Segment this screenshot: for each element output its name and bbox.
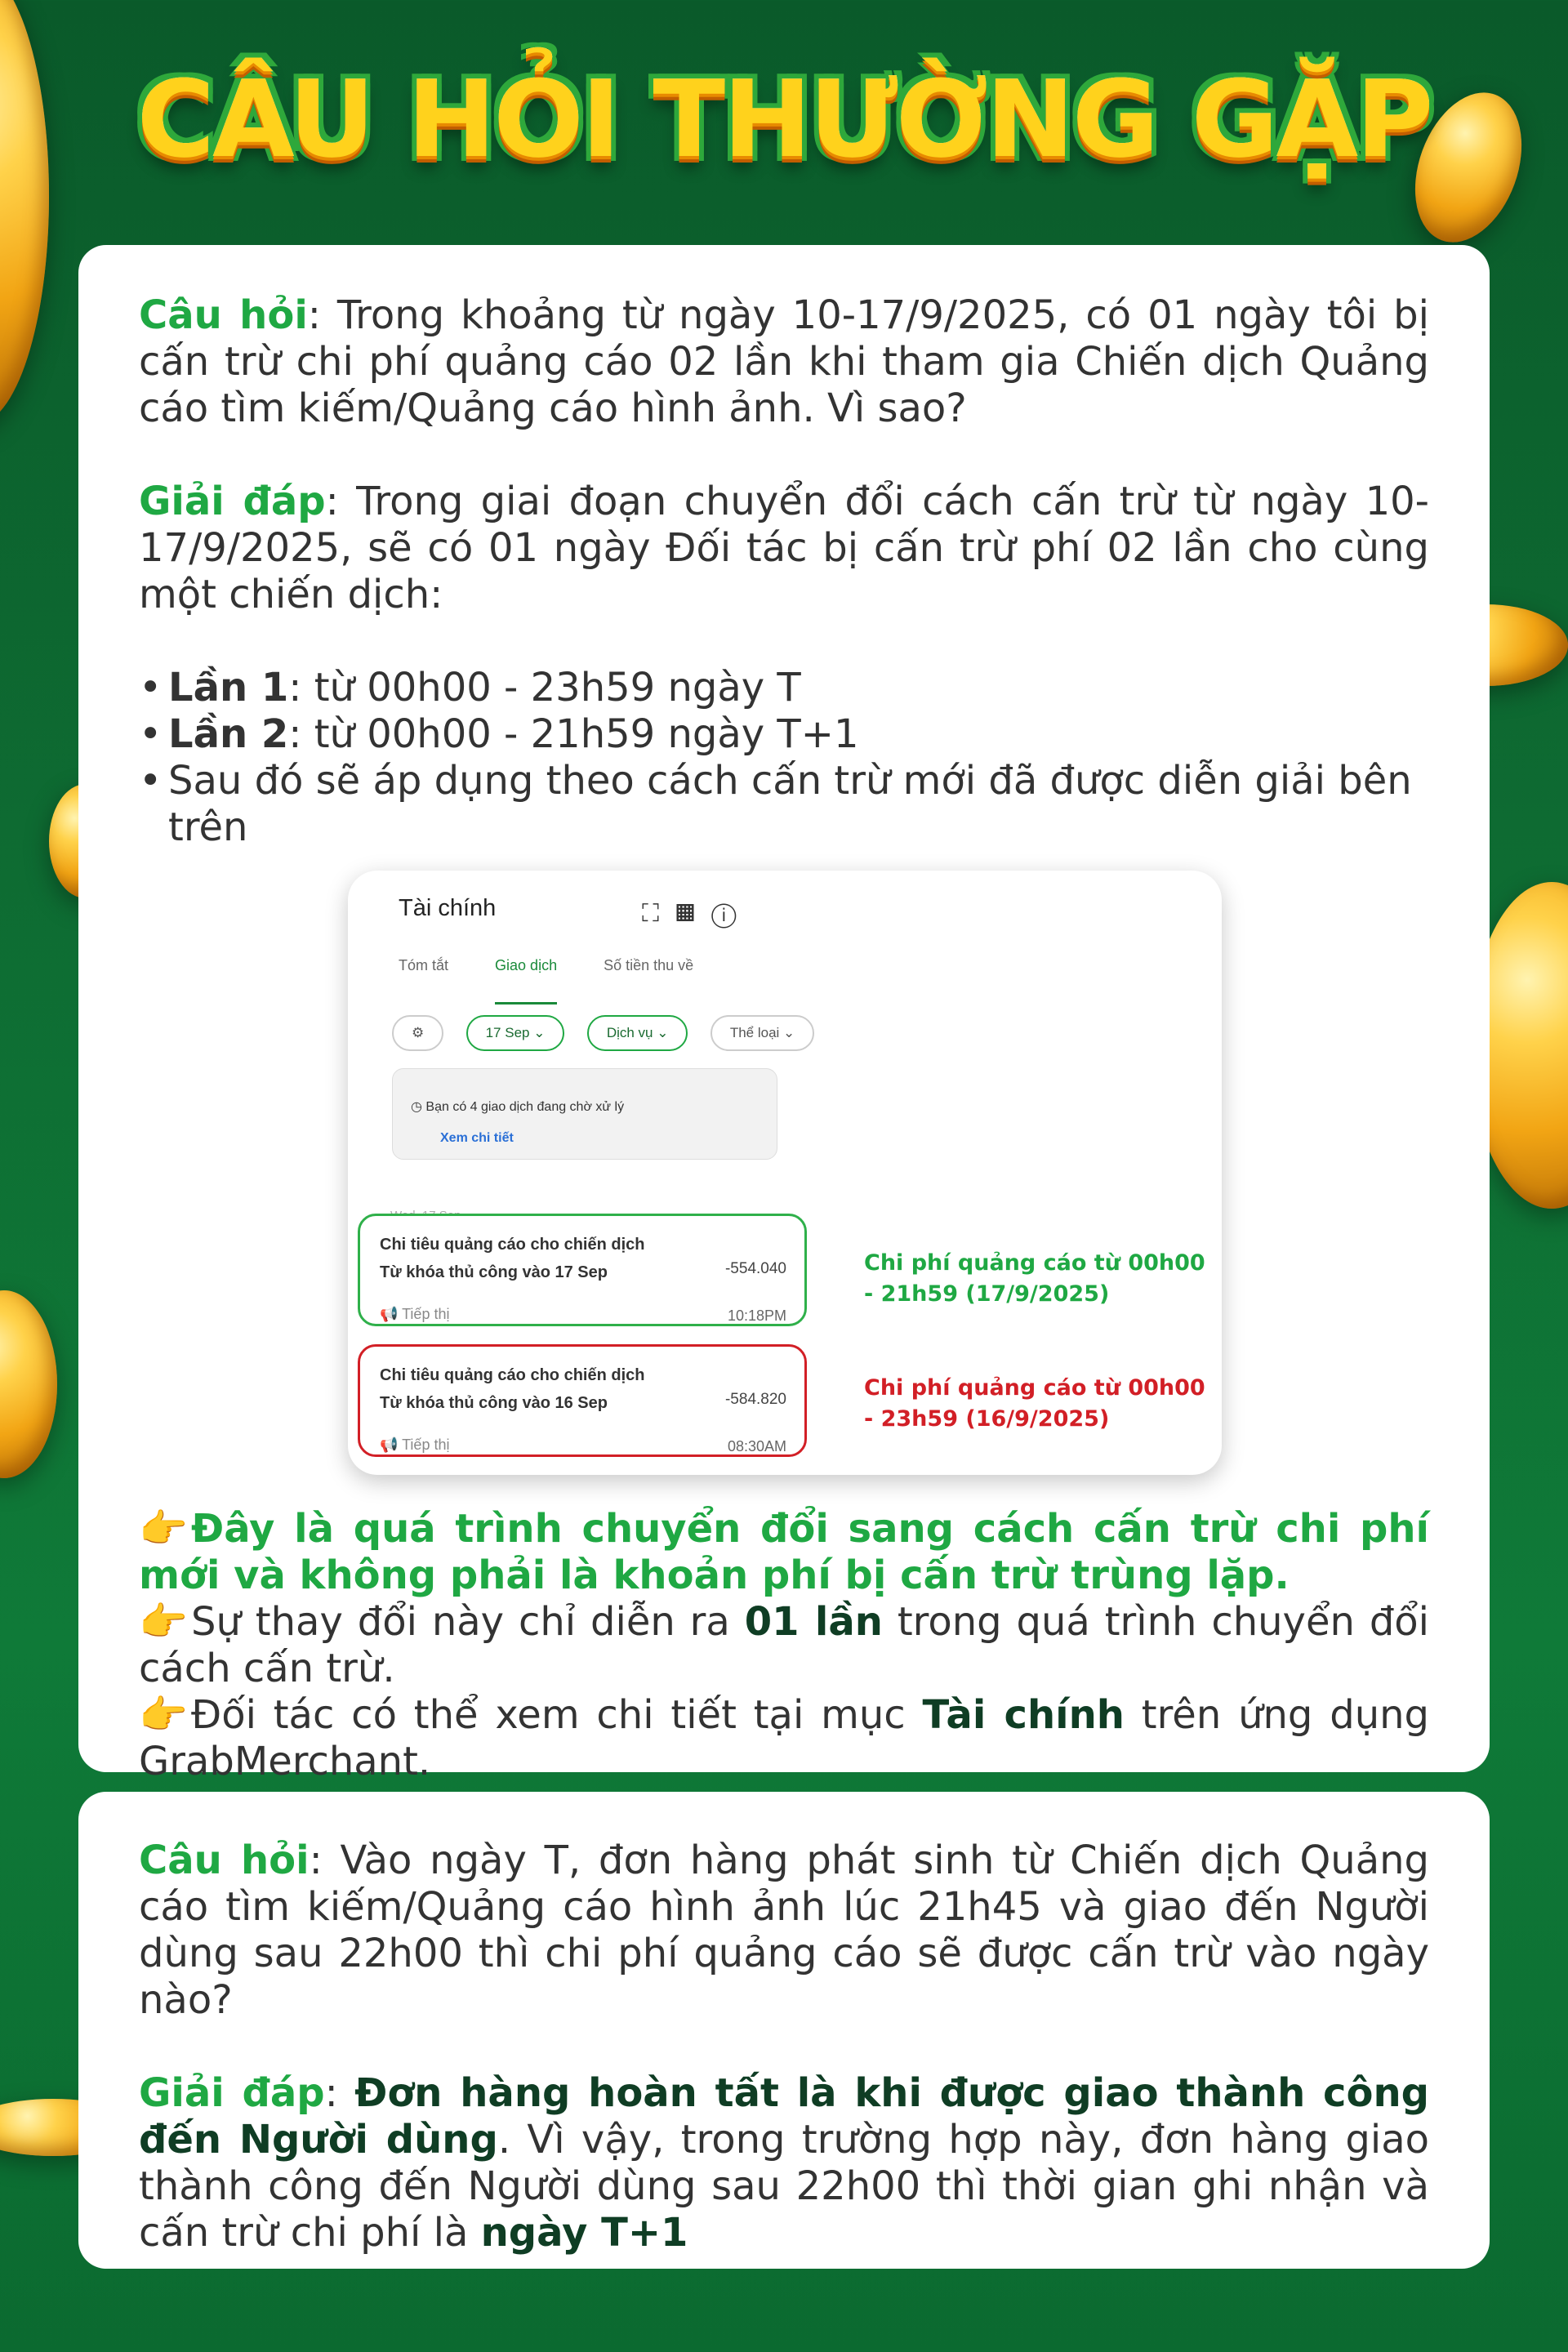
- note-paragraph-3: [139, 1692, 1429, 1785]
- tx-line1: Chi tiêu quảng cáo cho chiến dịch: [380, 1366, 645, 1384]
- faq-card-2: [78, 1792, 1490, 2269]
- green-annotation: [864, 1248, 1223, 1310]
- tx-line2: Từ khóa thủ công vào 16 Sep: [380, 1394, 608, 1412]
- help-icon[interactable]: ⓘ: [711, 900, 753, 927]
- tx-amount: -554.040: [724, 1260, 786, 1277]
- pending-text: Bạn có 4 giao dịch đang chờ xử lý: [425, 1100, 625, 1114]
- answer-bullet-list: [139, 665, 1429, 851]
- chevron-down-icon: ⌄: [783, 1025, 795, 1040]
- tx-line2: Từ khóa thủ công vào 17 Sep: [380, 1263, 608, 1281]
- transaction-row[interactable]: [358, 1214, 807, 1326]
- tab-payouts[interactable]: Số tiền thu về: [604, 957, 694, 973]
- bullet-text: : từ 00h00 - 21h59 ngày T+1: [288, 711, 859, 757]
- note-text: Đây là quá trình chuyển đổi sang cách cấn trừ chi phí mới và không phải là khoản phí bị cấn trừ trùng lặp.: [139, 1506, 1429, 1598]
- answer-paragraph: [139, 479, 1429, 618]
- megaphone-icon: 📢: [380, 1437, 399, 1453]
- chip-label: Thể loại: [729, 1025, 780, 1040]
- finance-screen: [348, 871, 1222, 1475]
- note-text: Đối tác có thể xem chi tiết tại mục: [191, 1692, 923, 1738]
- tx-line1: Chi tiêu quảng cáo cho chiến dịch: [380, 1236, 645, 1254]
- question-paragraph: [139, 1838, 1429, 2024]
- answer-text: . Vì vậy, trong trường hợp này, đơn hàng giao thành công đến Người dùng sau 22h00 thì thời gian ghi nhận và cấn trừ chi phí là: [139, 2117, 1429, 2256]
- pointing-hand-icon: 👉: [139, 1692, 188, 1738]
- screen-title: Tài chính: [399, 895, 497, 921]
- scan-icon[interactable]: ⛶: [642, 900, 675, 927]
- app-screenshot: [348, 871, 1222, 1475]
- tab-bar: [399, 942, 736, 1004]
- question-paragraph: [139, 292, 1429, 432]
- note-paragraph-2: [139, 1599, 1429, 1692]
- page-title: CÂU HỎI THƯỜNG GẶP: [136, 57, 1432, 181]
- note-paragraph-1: [139, 1506, 1429, 1599]
- list-item: [139, 711, 1429, 758]
- question-text: : Vào ngày T, đơn hàng phát sinh từ Chiến dịch Quảng cáo tìm kiếm/Quảng cáo hình ảnh lúc 21h45 và giao đến Người dùng sau 22h00 thì chi phí quảng cáo sẽ được cấn trừ vào ngày nào?: [139, 1838, 1429, 2023]
- tx-time: 08:30AM: [727, 1438, 786, 1454]
- faq-card-1: [78, 245, 1490, 1784]
- list-item: [139, 758, 1429, 851]
- note-bold: 01 lần: [744, 1599, 883, 1645]
- annotation-line: - 21h59 (17/9/2025): [864, 1281, 1110, 1307]
- tab-transactions[interactable]: Giao dịch: [495, 942, 557, 1004]
- question-label: Câu hỏi: [139, 1838, 310, 1883]
- service-filter-chip[interactable]: [587, 1015, 688, 1051]
- bullet-text: : từ 00h00 - 23h59 ngày T: [288, 665, 801, 710]
- tx-category: Tiếp thị: [402, 1306, 450, 1322]
- annotation-line: - 23h59 (16/9/2025): [864, 1406, 1110, 1432]
- tab-summary[interactable]: Tóm tắt: [399, 957, 449, 973]
- coin-decoration: [0, 1290, 57, 1478]
- pointing-hand-icon: 👉: [139, 1506, 188, 1552]
- answer-bold: Đơn hàng hoàn tất là khi được giao thành công đến Người dùng: [139, 2070, 1429, 2163]
- bullet-text: Sau đó sẽ áp dụng theo cách cấn trừ mới đã được diễn giải bên trên: [168, 758, 1412, 850]
- answer-label: Giải đáp: [139, 479, 326, 524]
- megaphone-icon: 📢: [380, 1306, 399, 1322]
- header-icons: [642, 890, 753, 937]
- chevron-down-icon: ⌄: [657, 1025, 669, 1040]
- clock-icon: ◷: [411, 1100, 422, 1114]
- note-text: Sự thay đổi này chỉ diễn ra: [191, 1599, 745, 1645]
- filter-chips: [392, 1001, 826, 1051]
- answer-bold-end: ngày T+1: [480, 2210, 688, 2256]
- question-label: Câu hỏi: [139, 292, 308, 338]
- answer-text: : Trong giai đoạn chuyển đổi cách cấn trừ từ ngày 10-17/9/2025, sẽ có 01 ngày Đối tác bị cấn trừ phí 02 lần cho cùng một chiến dịch:: [139, 479, 1430, 617]
- filter-settings-icon[interactable]: ⚙: [392, 1015, 443, 1051]
- tx-category: Tiếp thị: [402, 1437, 450, 1453]
- red-annotation: [864, 1373, 1223, 1435]
- answer-paragraph: Giải đáp: Đơn hàng hoàn tất là khi được giao thành công đến Người dùng. Vì vậy, trong trường hợp này, đơn hàng giao thành công đến Người dùng sau 22h00 thì thời gian ghi nhận và cấn trừ chi phí là ngày T+1: [139, 2070, 1429, 2256]
- question-text: : Trong khoảng từ ngày 10-17/9/2025, có 01 ngày tôi bị cấn trừ chi phí quảng cáo 02 lần khi tham gia Chiến dịch Quảng cáo tìm kiếm/Quảng cáo hình ảnh. Vì sao?: [139, 292, 1429, 431]
- annotation-line: Chi phí quảng cáo từ 00h00: [864, 1250, 1205, 1276]
- transaction-row[interactable]: [358, 1344, 807, 1457]
- chevron-down-icon: ⌄: [533, 1025, 546, 1040]
- bullet-bold: Lần 2: [168, 711, 289, 757]
- pending-banner: [392, 1068, 777, 1160]
- bullet-bold: Lần 1: [168, 665, 289, 710]
- tx-amount: -584.820: [724, 1391, 786, 1408]
- view-details-link[interactable]: Xem chi tiết: [440, 1131, 514, 1145]
- list-item: [139, 665, 1429, 711]
- note-text: trong quá trình chuyển đổi cách cấn trừ.: [139, 1599, 1429, 1691]
- date-filter-chip[interactable]: [466, 1015, 565, 1051]
- note-bold: Tài chính: [922, 1692, 1125, 1738]
- chip-label: Dịch vụ: [606, 1025, 653, 1040]
- category-filter-chip[interactable]: [710, 1015, 814, 1051]
- chip-label: 17 Sep: [485, 1025, 530, 1040]
- tx-time: 10:18PM: [727, 1307, 786, 1324]
- note-text: trên ứng dụng GrabMerchant.: [139, 1692, 1430, 1784]
- pointing-hand-icon: 👉: [139, 1599, 188, 1645]
- qr-icon[interactable]: ▦: [675, 900, 711, 927]
- annotation-line: Chi phí quảng cáo từ 00h00: [864, 1375, 1205, 1401]
- answer-label: Giải đáp: [139, 2070, 325, 2116]
